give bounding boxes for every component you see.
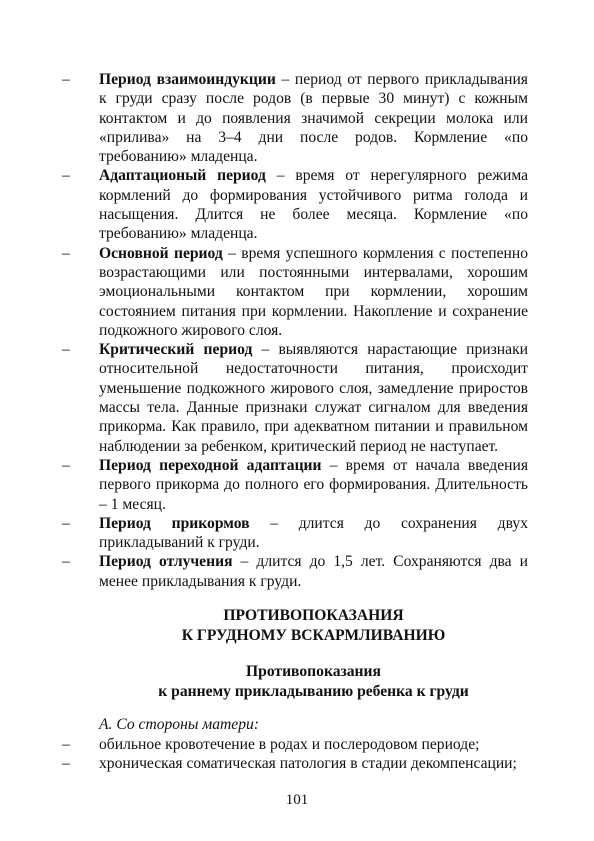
period-term: Период взаимоиндукции [99, 71, 276, 88]
list-item [62, 340, 528, 456]
period-term: Основной период [99, 244, 223, 262]
contraindication-text: хроническая соматическая патология в стадии декомпенсации; [99, 755, 517, 773]
mother-contraindications-list [62, 735, 528, 774]
mother-subhead: А. Со стороны матери: [99, 716, 260, 733]
list-item [62, 244, 528, 340]
list-dash: – [62, 736, 70, 753]
section-title [62, 606, 565, 645]
list-dash: – [62, 456, 70, 474]
list-dash: – [62, 553, 70, 571]
list-dash: – [62, 244, 70, 262]
list-dash: – [62, 341, 70, 359]
list-dash: – [62, 71, 70, 88]
period-term: Период переходной адаптации [99, 456, 322, 474]
list-item [62, 456, 528, 514]
subsection-title-line2: к раннему прикладыванию ребенка к груди [158, 682, 469, 700]
list-item [62, 70, 528, 166]
list-dash: – [62, 167, 70, 185]
contraindication-text: обильное кровотечение в родах и послеродовом периоде; [99, 736, 480, 753]
period-description: – время успешного кормления с постепенно возрастающими или постоянными интервалами, хорошим эмоциональными контактом при кормлении, хорошим состоянием питания при кормлении. Накопление и сохранение подкожного жирового слоя. [99, 244, 528, 339]
periods-list [62, 70, 528, 591]
subsection-title [62, 662, 565, 701]
period-term: Адаптационый период [99, 167, 266, 185]
list-dash: – [62, 755, 70, 773]
period-description: – выявляются нарастающие признаки относительной недостаточности питания, происходит уменьшение подкожного жирового слоя, замедление приростов массы тела. Данные признаки служат сигналом для введения прикорма. Как правило, при адекватном питании и правильном наблюдении за ребенком, критический период не наступает. [99, 341, 528, 455]
page-number: 101 [285, 792, 309, 808]
period-description: – период от первого прикладывания к груди сразу после родов (в первые 30 минут) с кожным контактом и до появления значимой секреции молока или «прилива» на 3–4 дни после родов. Кормление «по требованию» младенца. [99, 71, 528, 166]
list-item [62, 514, 528, 553]
period-description: – длится до сохранения двух прикладываний к груди. [99, 514, 528, 552]
period-description: – длится до 1,5 лет. Сохраняются два и менее прикладывания к груди. [99, 553, 528, 590]
period-description: – время от начала введения первого прикорма до полного его формирования. Длительность – 1 месяц. [99, 456, 528, 513]
list-item [62, 166, 528, 243]
period-term: Период прикормов [99, 514, 250, 532]
subsection-title-line1: Противопоказания [246, 663, 381, 680]
list-item [62, 735, 528, 754]
section-title-line2: К ГРУДНОМУ ВСКАРМЛИВАНИЮ [181, 626, 446, 644]
section-title-line1: ПРОТИВОПОКАЗАНИЯ [223, 607, 404, 624]
period-description: – время от нерегулярного режима кормлений до формирования устойчивого ритма голода и насыщения. Длится не более месяца. Кормление «по требованию» младенца. [99, 167, 529, 243]
list-item [62, 552, 528, 591]
period-term: Критический период [99, 341, 253, 359]
list-item [62, 754, 528, 773]
period-term: Период отлучения [99, 553, 233, 571]
list-dash: – [62, 514, 70, 532]
